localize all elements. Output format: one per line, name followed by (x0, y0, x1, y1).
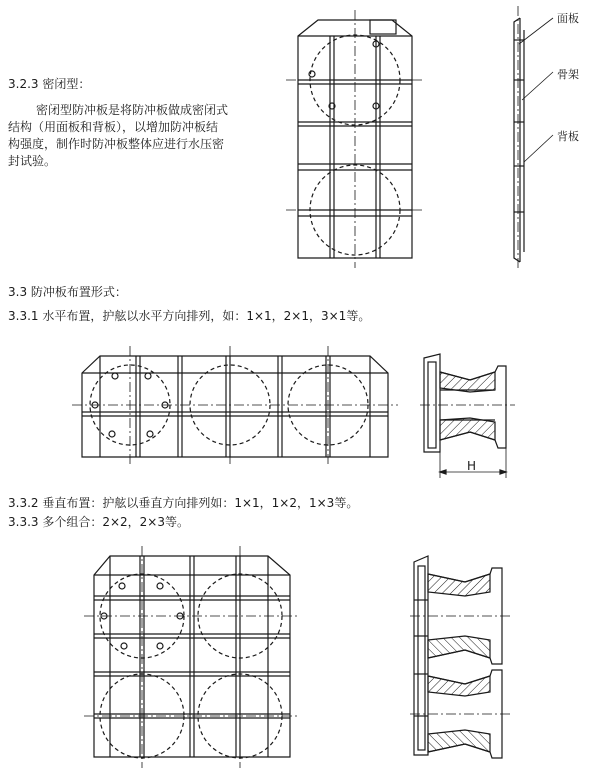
section-3-3-3-text: 3.3.3 多个组合：2×2，2×3等。 (8, 515, 189, 529)
section-3-3-2-text: 3.3.2 垂直布置：护舷以垂直方向排列如：1×1，1×2，1×3等。 (8, 496, 359, 510)
section-3-2-3-heading: 3.2.3 密闭型： (8, 77, 91, 91)
grid-layout-side-view (410, 556, 512, 758)
grid-layout-front-view (84, 546, 300, 768)
label-frame: 骨架 (557, 68, 579, 81)
sealed-panel-front-view (286, 10, 424, 268)
label-back-plate: 背板 (557, 130, 579, 143)
sealed-panel-side-view (514, 6, 553, 270)
section-3-3-heading: 3.3 防冲板布置形式： (8, 285, 127, 299)
horizontal-layout-front-view (72, 346, 398, 467)
horizontal-layout-side-view (420, 354, 515, 478)
label-face-plate: 面板 (557, 12, 579, 25)
section-3-3-1-text: 3.3.1 水平布置，护舷以水平方向排列，如：1×1，2×1，3×1等。 (8, 309, 371, 323)
section-3-2-3-paragraph: 密闭型防冲板是将防冲板做成密闭式结构（用面板和背板），以增加防冲板结构强度，制作时防冲板整体应进行水压密封试验。 (8, 103, 229, 168)
dimension-label-h: H (467, 459, 477, 473)
